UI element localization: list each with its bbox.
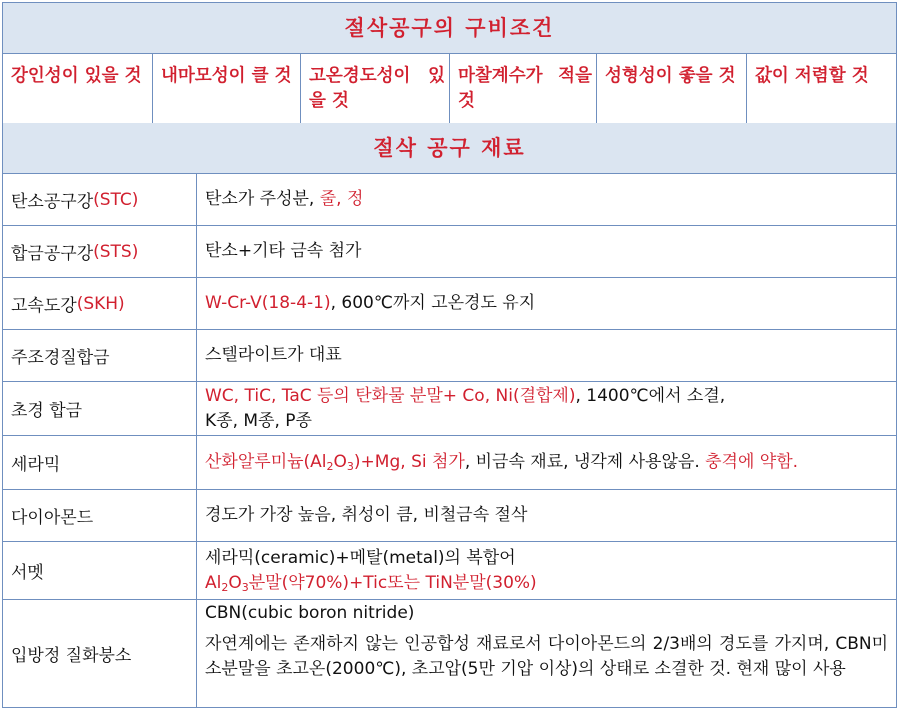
material-name	[3, 174, 197, 225]
material-desc	[197, 278, 896, 329]
requirement-wear-resistance: 내마모성이 클 것	[153, 54, 301, 123]
desc-highlight: W-Cr-V(18-4-1)	[205, 293, 331, 313]
material-name: 초경 합금	[3, 382, 197, 435]
material-row-diamond	[3, 490, 896, 542]
material-name: 주조경질합금	[3, 330, 197, 381]
material-name-text: 탄소공구강	[11, 192, 94, 212]
material-row-sts	[3, 226, 896, 278]
material-desc	[197, 330, 896, 381]
material-row-cbn	[3, 600, 896, 707]
material-row-ceramic	[3, 436, 896, 490]
material-desc	[197, 226, 896, 277]
material-name-text: 합금공구강	[11, 244, 94, 264]
material-row-stellite	[3, 330, 896, 382]
material-name: 다이아몬드	[3, 490, 197, 541]
material-name	[3, 226, 197, 277]
desc-text: , 비금속 재료, 냉각제 사용않음.	[464, 452, 706, 472]
material-desc	[197, 436, 896, 489]
material-desc	[197, 382, 896, 435]
material-name: 세라믹	[3, 436, 197, 489]
desc-paragraph: 자연계에는 존재하지 않는 인공합성 재료로서 다이아몬드의 2/3배의 경도를 가지며, CBN미소분말을 초고온(2000℃), 초고압(5만 기압 이상)의 상태로 소결한 것. 현재 많이 사용	[205, 634, 888, 679]
requirement-low-friction: 마찰계수가 적을 것	[450, 54, 597, 123]
requirements-title: 절삭공구의 구비조건	[3, 3, 896, 54]
desc-text: 탄소가 주성분,	[205, 189, 320, 209]
material-name: 입방정 질화붕소	[3, 600, 197, 707]
material-code: (STS)	[93, 241, 139, 262]
material-row-stc	[3, 174, 896, 226]
material-row-carbide	[3, 382, 896, 436]
materials-title: 절삭 공구 재료	[3, 123, 896, 174]
desc-text: , 1400℃에서 소결,	[575, 385, 726, 406]
material-row-skh	[3, 278, 896, 330]
material-desc	[197, 174, 896, 225]
desc-highlight: 산화알루미늄$(Al_2O_3)+Mg$, Si 첨가	[205, 452, 465, 473]
desc-text: 세라믹(ceramic)+메탈(metal)의 복합어	[205, 547, 516, 568]
desc-text-line2: K종, M종, P종	[205, 410, 312, 431]
material-code: (SKH)	[76, 293, 125, 314]
desc-text: 탄소+기타 금속 첨가	[205, 241, 362, 261]
desc-text: CBN(cubic boron nitride)	[205, 603, 415, 623]
desc-highlight: 줄, 정	[319, 189, 364, 209]
material-desc	[197, 600, 896, 707]
material-desc	[197, 542, 896, 599]
desc-text: 스텔라이트가 대표	[205, 345, 342, 365]
material-name-text: 고속도강	[11, 296, 77, 316]
desc-highlight: WC, TiC, TaC 등의 탄화물 분말+ Co, Ni(결합제)	[205, 385, 576, 406]
requirement-hot-hardness: 고온경도성이 있을 것	[301, 54, 450, 123]
material-row-cermet	[3, 542, 896, 600]
desc-warning: 충격에 약함.	[705, 452, 799, 472]
requirement-low-cost: 값이 저렴할 것	[755, 66, 869, 86]
requirements-row	[3, 54, 896, 124]
requirement-toughness: 강인성이 있을 것	[3, 54, 153, 123]
desc-highlight: $Al_2O_3$분말(약70%)+Tic또는 TiN분말(30%)	[205, 572, 537, 594]
material-name: 서멧	[3, 542, 197, 599]
material-desc	[197, 490, 896, 541]
desc-text: , 600℃까지 고온경도 유지	[330, 293, 536, 313]
material-name	[3, 278, 197, 329]
cutting-tool-table	[2, 2, 897, 708]
material-code: (STC)	[93, 189, 139, 210]
desc-text: 경도가 가장 높음, 취성이 큼, 비철금속 절삭	[205, 505, 528, 525]
requirement-formability: 성형성이 좋을 것	[597, 54, 747, 123]
